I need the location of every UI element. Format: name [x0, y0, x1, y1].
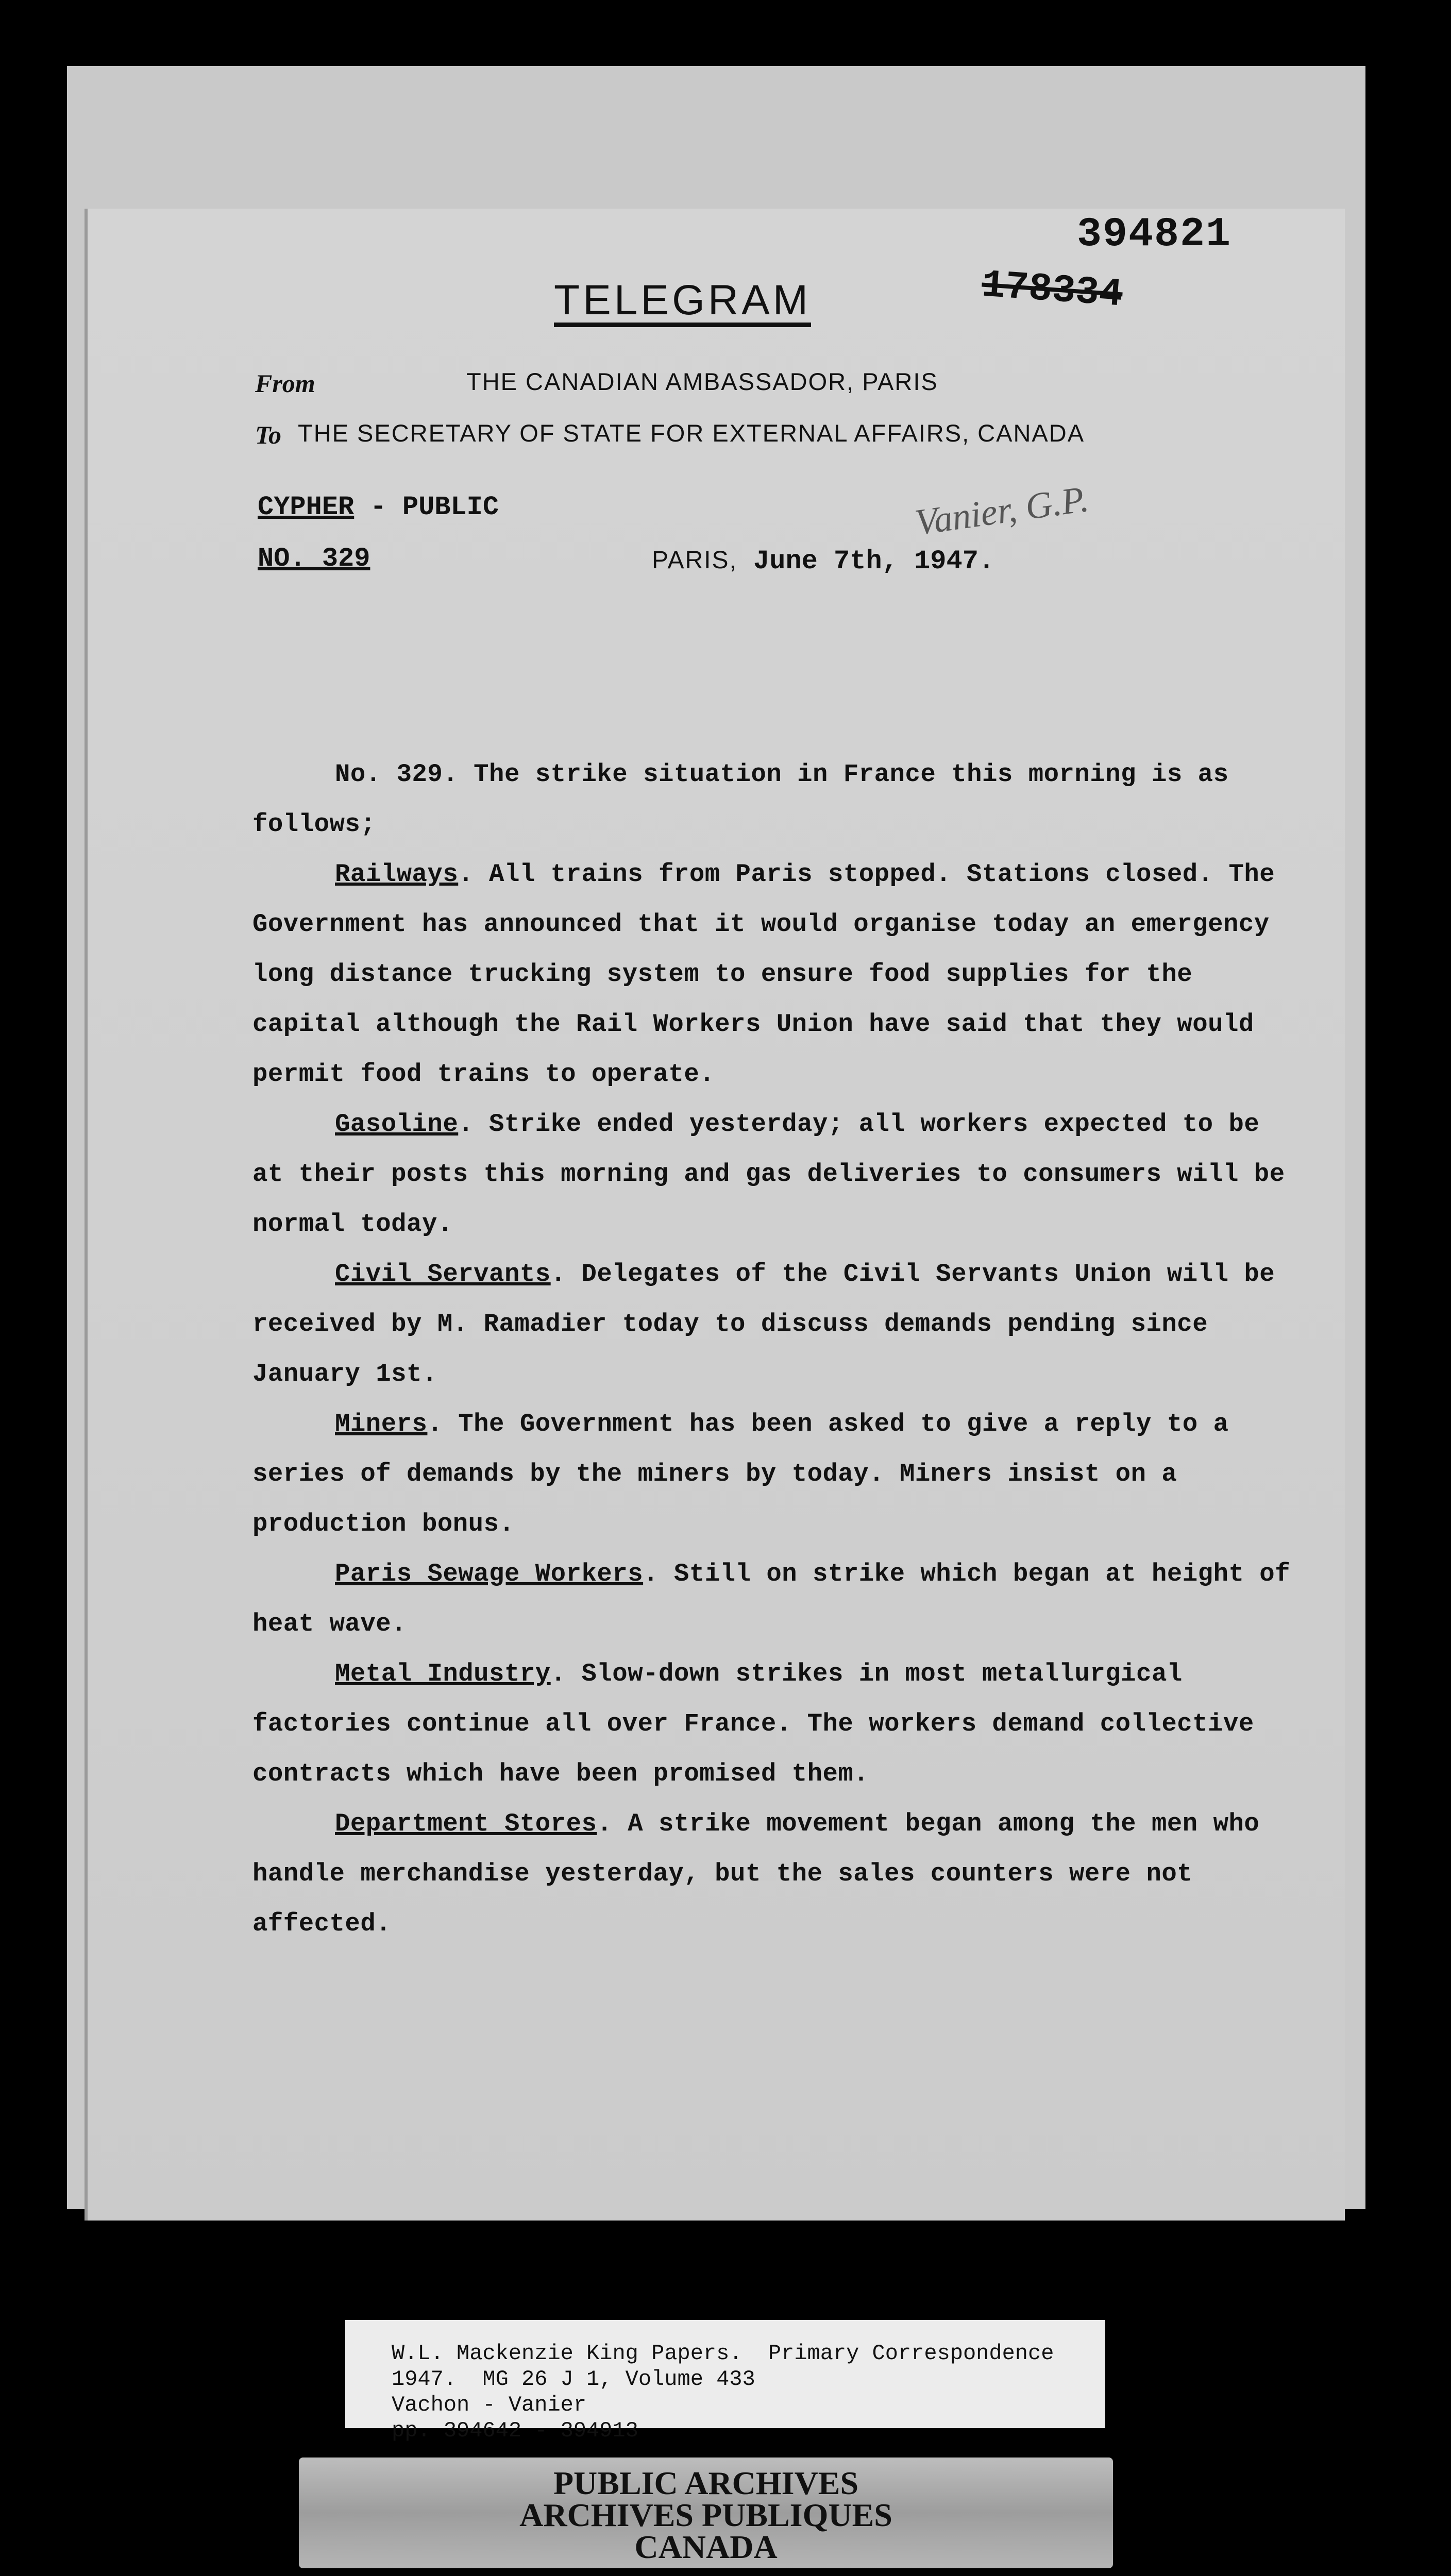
telegram-body [252, 750, 1304, 1949]
section-text: . The Government has been asked to give a reply to a series of demands by the miners by today. Miners insist on a production bonus. [252, 1410, 1229, 1538]
paragraph-metal-industry [252, 1649, 1304, 1799]
stamp-line-1: PUBLIC ARCHIVES [553, 2465, 859, 2501]
paragraph-railways [252, 850, 1304, 1099]
handwritten-signature: Vanier, G.P. [913, 478, 1091, 544]
section-label: Miners [335, 1410, 428, 1438]
cipher-separator: - [354, 492, 402, 522]
section-label: Paris Sewage Workers [335, 1560, 644, 1588]
place-date-line [652, 546, 994, 577]
archives-stamp [299, 2458, 1113, 2568]
section-label: Gasoline [335, 1110, 459, 1139]
archive-reference-card [345, 2320, 1105, 2443]
archive-page-number: 394821 [1077, 211, 1232, 258]
stamp-line-3: CANADA [634, 2529, 778, 2565]
place: PARIS, [652, 547, 737, 574]
section-text: . A strike movement began among the men who handle merchandise yesterday, but the sales counters were not affected. [252, 1809, 1260, 1938]
to-text: THE SECRETARY OF STATE FOR EXTERNAL AFFAIRS, CANADA [298, 419, 1085, 447]
from-text: THE CANADIAN AMBASSADOR, PARIS [466, 368, 938, 395]
cipher-word: CYPHER [258, 492, 355, 522]
paragraph-miners [252, 1399, 1304, 1549]
section-label: Metal Industry [335, 1659, 551, 1688]
section-text: . Strike ended yesterday; all workers expected to be at their posts this morning and gas deliveries to consumers will be normal today. [252, 1110, 1285, 1239]
section-text: . All trains from Paris stopped. Stations closed. The Government has announced that it would organise today an emergency long distance trucking system to ensure food supplies for the capital although the Rail Workers Union have said that they would permit food trains to operate. [252, 860, 1275, 1089]
paragraph-intro: No. 329. The strike situation in France this morning is as follows; [252, 760, 1229, 839]
archive-label-line1: W.L. Mackenzie King Papers. Primary Correspondence [392, 2341, 1054, 2366]
section-label: Civil Servants [335, 1260, 551, 1289]
paragraph-sewage-workers [252, 1549, 1304, 1649]
paragraph-gasoline [252, 1099, 1304, 1249]
section-text: . Delegates of the Civil Servants Union will be received by M. Ramadier today to discuss demands pending since January 1st. [252, 1260, 1275, 1388]
section-label: Department Stores [335, 1809, 597, 1838]
stamp-line-2: ARCHIVES PUBLIQUES [519, 2497, 892, 2533]
section-text: . Slow-down strikes in most metallurgical factories continue all over France. The workers demand collective contracts which have been promised them. [252, 1659, 1254, 1788]
paragraph-civil-servants [252, 1249, 1304, 1399]
archive-label-line4: pp. 394642 - 394913 [392, 2418, 638, 2443]
document-title: TELEGRAM [554, 278, 811, 327]
date: June 7th, 1947. [737, 546, 995, 577]
archive-label-line2: 1947. MG 26 J 1, Volume 433 [392, 2367, 755, 2392]
public-word: PUBLIC [402, 492, 499, 522]
crossed-out-number: 178334 [980, 263, 1124, 317]
archive-label-line3: Vachon - Vanier [392, 2393, 587, 2417]
paragraph-department-stores [252, 1799, 1304, 1949]
cipher-line [258, 492, 499, 522]
section-text: . Still on strike which began at height of heat wave. [252, 1560, 1291, 1638]
telegram-number: NO. 329 [258, 544, 370, 574]
from-label: From [255, 369, 315, 398]
to-label: To [255, 420, 281, 449]
section-label: Railways [335, 860, 459, 889]
